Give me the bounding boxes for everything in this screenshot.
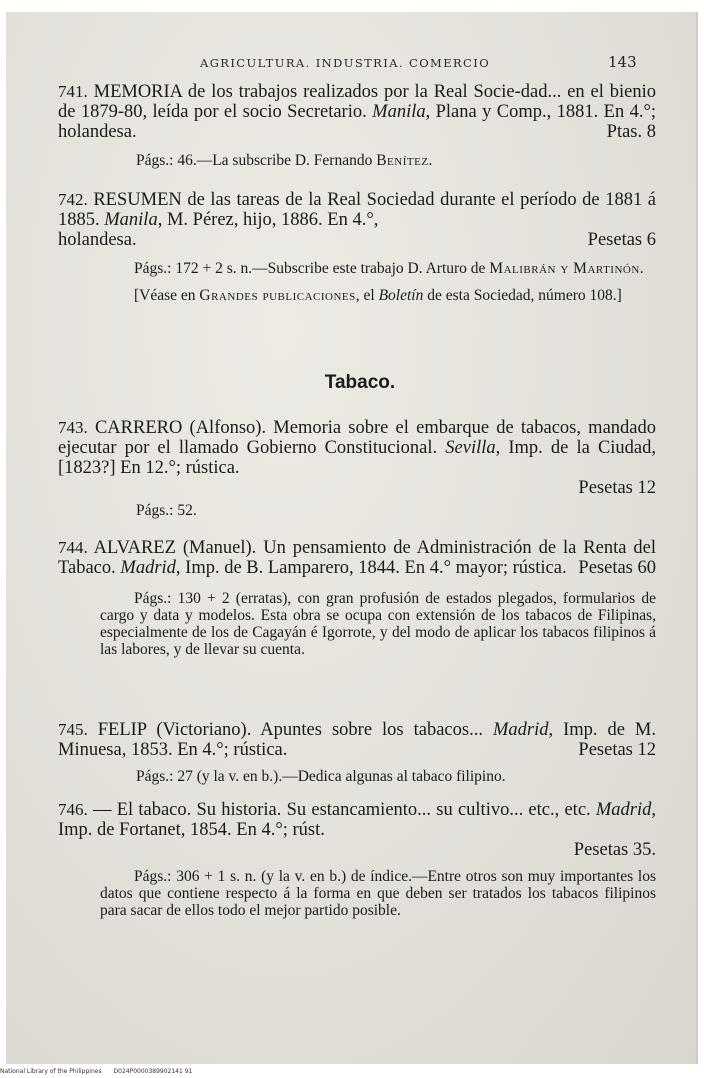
entry-place: Madrid (595, 800, 652, 820)
entry-place: Manila (104, 210, 158, 230)
entry-place: Manila (372, 102, 426, 122)
entry-price: Pesetas 35. (573, 840, 656, 860)
entry-741 (58, 82, 656, 169)
entry-imprint: , M. Pérez, hijo, 1886. En 4.°, (157, 210, 379, 230)
entry-title: CARRERO (Alfonso). Memoria sobre el embarque de tabacos, mandado ejecutar por el llamado Gobierno Constitucional. (58, 418, 656, 458)
note-end: . (428, 152, 433, 169)
entry-imprint: , Plana y Comp., 1881. En 4.°; holandesa. (58, 102, 657, 142)
footer-library: National Library of the Philippines (0, 1068, 102, 1075)
entry-main (58, 418, 656, 478)
entry-price: Pesetas 12 (578, 740, 656, 760)
note-name: Malibrán y Martinón (489, 260, 640, 277)
entry-main (58, 190, 656, 230)
entry-price: Pesetas 60 (578, 558, 656, 578)
section-title: Tabaco. (324, 372, 396, 393)
entry-imprint: , Imp. de Fortanet, 1854. En 4.°; rúst. (58, 800, 657, 840)
entry-title: ALVAREZ (Manuel). Un pensamiento de Administración de la Renta del Tabaco. (58, 538, 656, 578)
entry-place: Sevilla (445, 438, 496, 458)
entry-number: 743. (58, 418, 88, 437)
note-ref: Grandes publicaciones (199, 287, 356, 304)
entry-place: Madrid (120, 558, 176, 578)
entry-imprint: , Imp. de B. Lamparero, 1844. En 4.° mayor; rústica. (175, 558, 567, 578)
entry-number: 745. (58, 720, 88, 739)
entry-745 (58, 720, 656, 785)
entry-744 (58, 538, 656, 658)
entry-imprint: , Imp. de la Ciudad, [1823?] En 12.°; rústica. (58, 438, 657, 478)
note-text: [Véase en (134, 287, 200, 304)
running-title: AGRICULTURA. INDUSTRIA. COMERCIO (200, 56, 491, 70)
entry-binding: holandesa. (58, 230, 137, 250)
entry-note: Págs.: 306 + 1 s. n. (y la v. en b.) de índice.—Entre otros son muy importantes los datos que contiene respecto á la forma en que deben ser tratados los tabacos filipinos para sacar de ellos todo el mejor partido posible. (100, 868, 656, 919)
note-text-2: , el (355, 287, 379, 304)
entry-number: 746. (58, 800, 88, 819)
entry-price: Ptas. 8 (606, 122, 656, 142)
entry-place: Madrid (492, 720, 549, 740)
note-end: . (639, 260, 644, 277)
entry-note (136, 152, 656, 169)
footer-code: D024P0000389902141 91 (113, 1068, 193, 1075)
entry-title: FELIP (Victoriano). Apuntes sobre los tabacos... (97, 720, 483, 740)
entry-note (78, 260, 656, 277)
entry-title: RESUMEN de las tareas de la Real Sociedad durante el período de 1881 á 1885. (58, 190, 656, 230)
running-head (200, 56, 630, 70)
page-number: 143 (608, 53, 637, 71)
entry-price: Pesetas 6 (587, 230, 656, 250)
entry-742 (58, 190, 656, 304)
entry-number: 744. (58, 538, 88, 557)
entry-number: 742. (58, 190, 88, 209)
entry-746 (58, 800, 656, 919)
entry-note-2 (78, 287, 656, 304)
entry-743 (58, 418, 656, 519)
entry-imprint: , Imp. de M. Minuesa, 1853. En 4.°; rústica. (58, 720, 657, 760)
note-ref-italic: Boletín (378, 287, 424, 304)
entry-note: Págs.: 52. (136, 502, 197, 519)
entry-binding-row (58, 230, 656, 250)
scan-footer (0, 1068, 400, 1075)
entry-note: Págs.: 27 (y la v. en b.).—Dedica algunas al tabaco filipino. (136, 768, 506, 785)
note-end: de esta Sociedad, número 108.] (423, 287, 622, 304)
entry-number: 741. (58, 82, 88, 101)
entry-main (58, 538, 656, 578)
entry-title: — El tabaco. Su historia. Su estancamiento... su cultivo... etc., etc. (92, 800, 591, 820)
note-text: Págs.: 172 + 2 s. n.—Subscribe este trabajo D. Arturo de (134, 260, 490, 277)
entry-note: Págs.: 130 + 2 (erratas), con gran profusión de estados plegados, formularios de cargo y data y modelos. Esta obra se ocupa con extensión de los tabacos de Filipinas, especialmente de los de Cagayán é Igorrote, y del modo de aplicar los tabacos filipinos á las labores, y de llevar su cuenta. (100, 590, 656, 658)
note-text: Págs.: 46.—La subscribe D. Fernando (136, 152, 377, 169)
entry-main (58, 800, 656, 840)
entry-price: Pesetas 12 (578, 478, 656, 498)
note-name: Benítez (376, 152, 429, 169)
entry-title: MEMORIA de los trabajos realizados por la Real Socie-dad... en el bienio de 1879-80, leída por el socio Secretario. (58, 82, 657, 122)
